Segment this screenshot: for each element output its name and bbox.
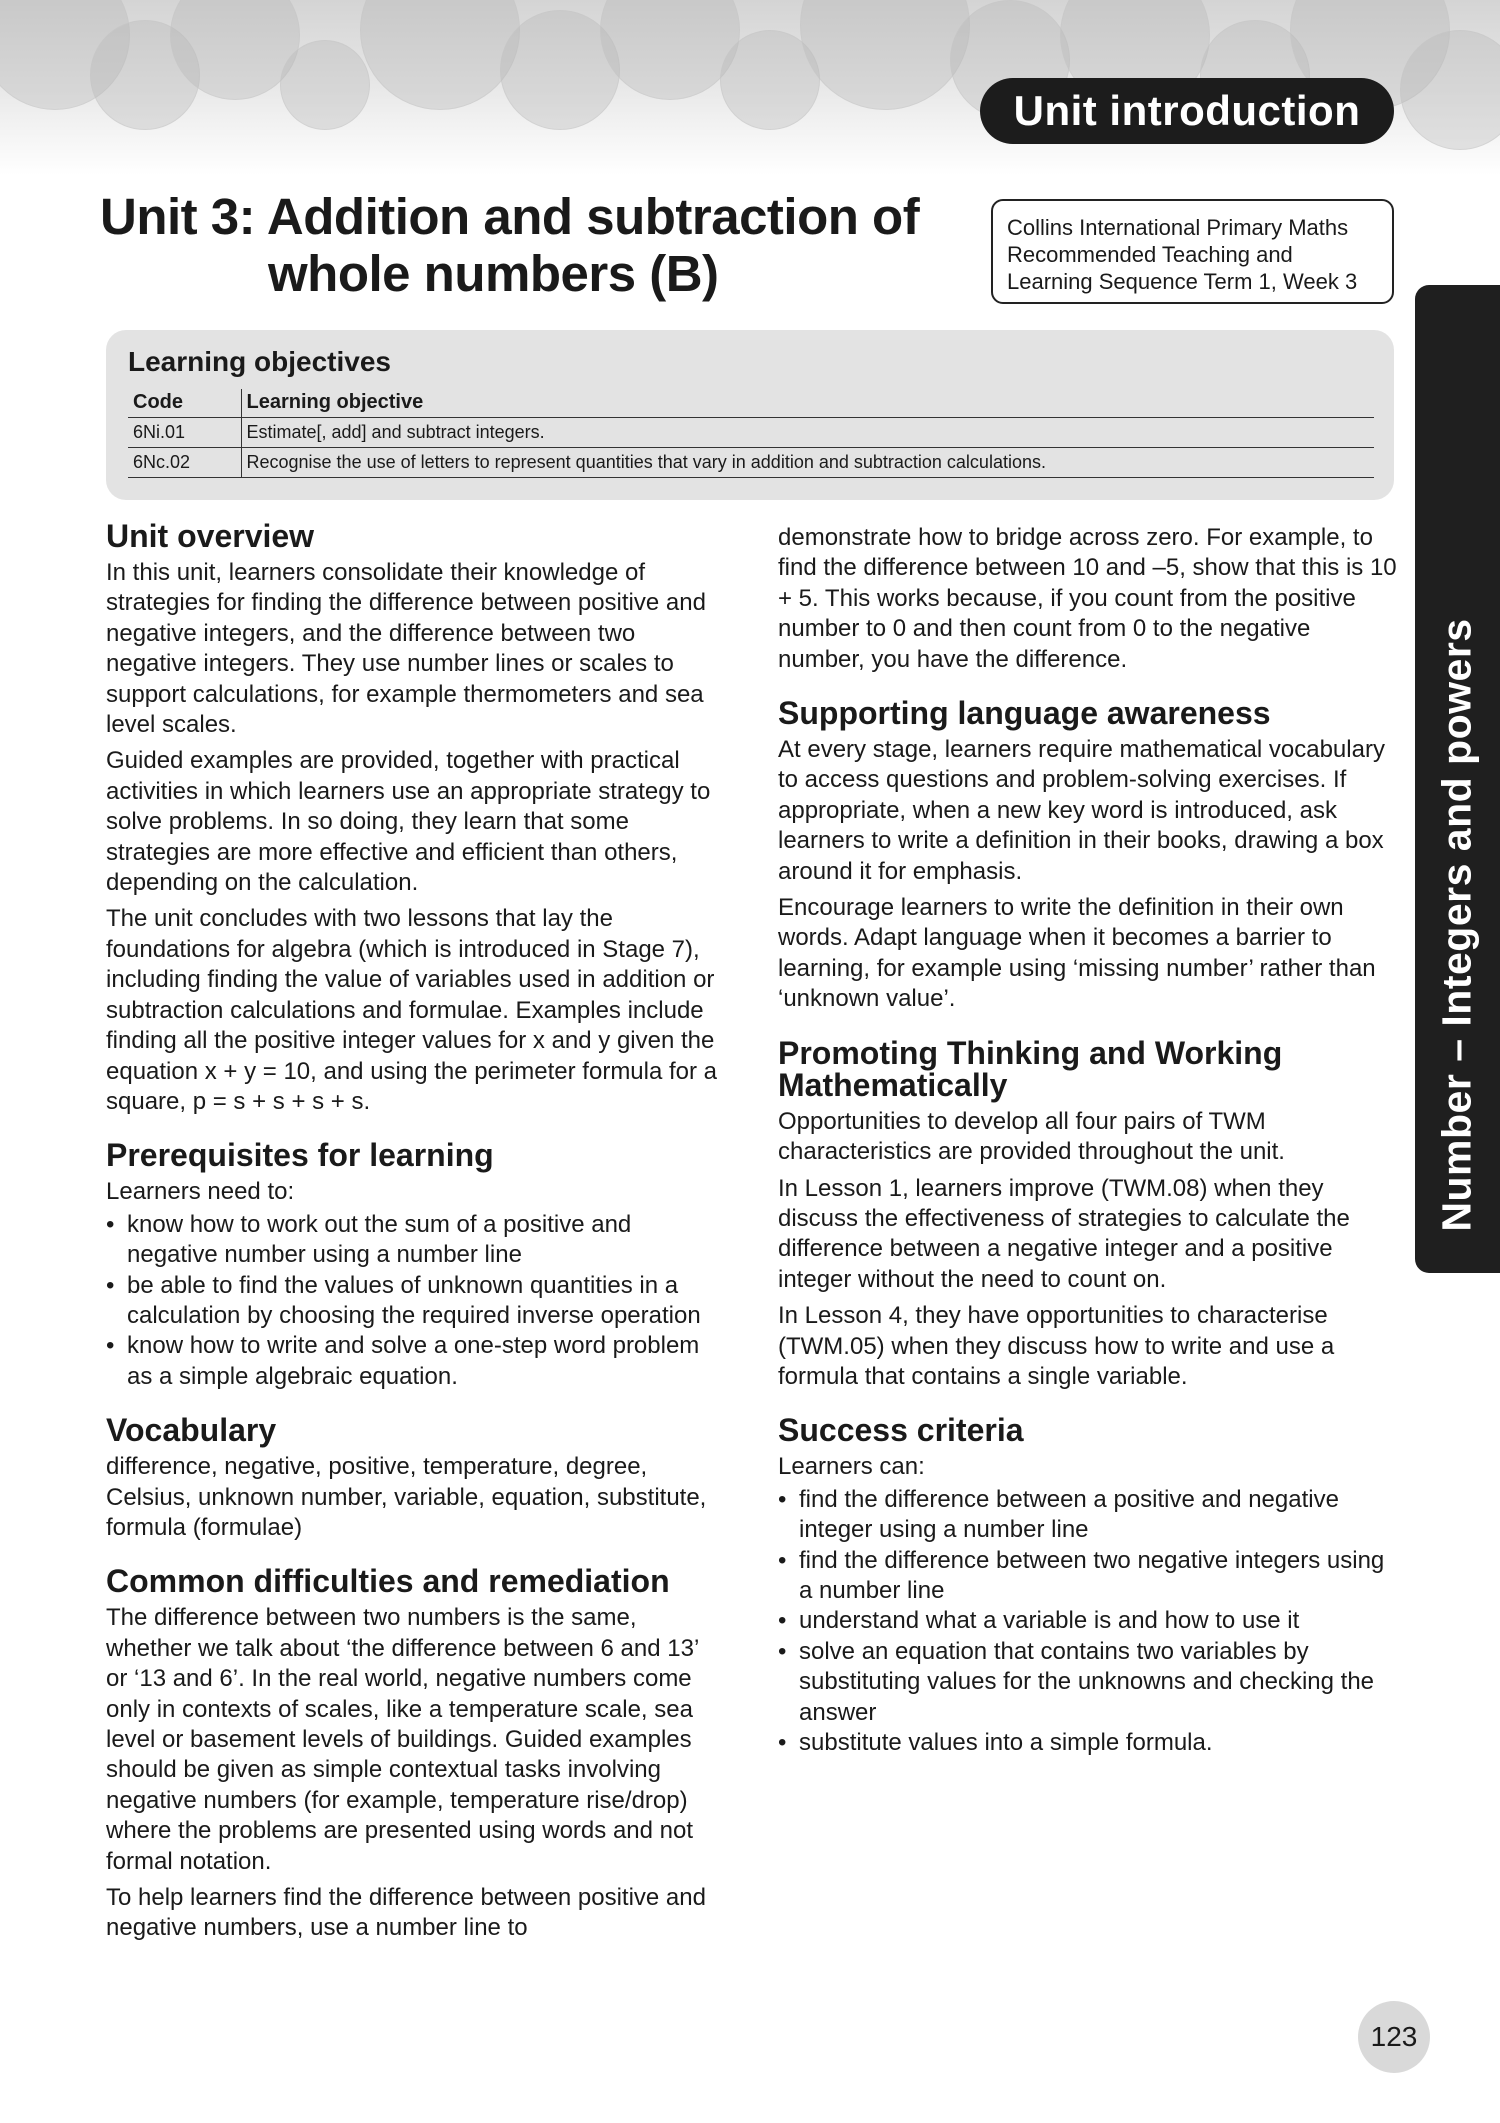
table-row bbox=[128, 447, 1374, 477]
sequence-line: Collins International Primary Maths bbox=[1007, 215, 1349, 240]
learning-objectives-panel bbox=[106, 330, 1394, 500]
success-criteria-section bbox=[778, 1414, 1398, 1758]
sequence-line: Learning Sequence Term 1, Week 3 bbox=[1007, 269, 1358, 294]
language-awareness-section bbox=[778, 697, 1398, 1015]
paragraph-continuation: demonstrate how to bridge across zero. For example, to find the difference between 10 and –5, show that this is 10 + 5. This works because, if you count from the positive number to 0 and then count from 0 to the negative number, you have the difference. bbox=[778, 524, 1397, 673]
vocabulary-section bbox=[106, 1414, 726, 1543]
common-difficulties-section bbox=[106, 1565, 726, 1943]
unit-overview-section bbox=[106, 520, 726, 1117]
paragraph: difference, negative, positive, temperature, degree, Celsius, unknown number, variable, equation, substitute, formula (formulae) bbox=[106, 1453, 707, 1541]
section-heading: Unit overview bbox=[106, 518, 315, 554]
list-item: • be able to find the values of unknown quantities in a calculation by choosing the required inverse operation bbox=[106, 1271, 726, 1332]
unit-introduction-badge: Unit introduction bbox=[980, 78, 1394, 144]
decorative-circle bbox=[360, 0, 520, 110]
table-header-row bbox=[128, 389, 1374, 417]
paragraph: In this unit, learners consolidate their knowledge of strategies for finding the difference between positive and negative integers, and the difference between two negative integers. They use number lines or scales to support calculations, for example thermometers and sea level scales. bbox=[106, 559, 706, 739]
bullet-list bbox=[106, 1210, 726, 1392]
page-number: 123 bbox=[1358, 2001, 1430, 2073]
objective-text: Recognise the use of letters to represent quantities that vary in addition and subtraction calculations. bbox=[241, 447, 1374, 477]
column-header-objective: Learning objective bbox=[241, 389, 1374, 417]
list-item: • substitute values into a simple formula. bbox=[778, 1728, 1398, 1758]
page-title bbox=[100, 188, 960, 302]
section-heading: Prerequisites for learning bbox=[106, 1137, 494, 1174]
column-header-code: Code bbox=[128, 389, 241, 417]
list-item: • find the difference between two negative integers using a number line bbox=[778, 1546, 1398, 1607]
paragraph: To help learners find the difference between positive and negative numbers, use a number line to bbox=[106, 1884, 706, 1942]
table-row bbox=[128, 417, 1374, 447]
objective-text: Estimate[, add] and subtract integers. bbox=[241, 417, 1374, 447]
title-line-1: Unit 3: Addition and subtraction of bbox=[100, 188, 920, 245]
learning-objectives-table bbox=[128, 389, 1374, 478]
title-line-2: whole numbers (B) bbox=[268, 245, 719, 302]
intro-text: Learners need to: bbox=[106, 1178, 295, 1206]
bullet-list bbox=[778, 1485, 1398, 1759]
section-heading: Common difficulties and remediation bbox=[106, 1563, 670, 1600]
list-item: • solve an equation that contains two variables by substituting values for the unknowns and checking the answer bbox=[778, 1637, 1398, 1728]
paragraph: In Lesson 1, learners improve (TWM.08) when they discuss the effectiveness of strategies to calculate the difference between a negative integer and a positive integer without the need to count on. bbox=[778, 1174, 1350, 1293]
side-tab-label: Number – Integers and powers bbox=[1433, 618, 1480, 1232]
paragraph: The unit concludes with two lessons that lay the foundations for algebra (which is introduced in Stage 7), including finding the value of variables used in addition or subtraction calculations and formulae. Examples include finding all the positive integer values for x and y given the equation x + y = 10, and using the perimeter formula for a square, p = s + s + s + s. bbox=[106, 905, 718, 1115]
paragraph: Guided examples are provided, together with practical activities in which learners use an appropriate strategy to solve problems. In so doing, they learn that some strategies are more effective and efficient than others, depending on the calculation. bbox=[106, 747, 711, 897]
section-heading: Success criteria bbox=[778, 1412, 1024, 1449]
teaching-sequence-box bbox=[991, 199, 1394, 304]
sequence-line: Recommended Teaching and bbox=[1007, 242, 1293, 267]
decorative-circle bbox=[280, 40, 370, 130]
paragraph: At every stage, learners require mathematical vocabulary to access questions and problem-solving exercises. If appropriate, when a new key word is introduced, ask learners to write a definition in their books, drawing a box around it for emphasis. bbox=[778, 736, 1385, 885]
list-item: • know how to write and solve a one-step word problem as a simple algebraic equation. bbox=[106, 1331, 726, 1392]
twm-section bbox=[778, 1034, 1398, 1393]
learning-objectives-heading: Learning objectives bbox=[128, 346, 391, 377]
prerequisites-section bbox=[106, 1139, 726, 1392]
list-item: • understand what a variable is and how to use it bbox=[778, 1606, 1398, 1636]
paragraph: Opportunities to develop all four pairs of TWM characteristics are provided throughout the unit. bbox=[778, 1107, 1285, 1166]
right-column bbox=[778, 523, 1398, 1758]
paragraph: Encourage learners to write the definition in their own words. Adapt language when it becomes a barrier to learning, for example using ‘missing number’ rather than ‘unknown value’. bbox=[778, 894, 1376, 1013]
left-column bbox=[106, 520, 726, 1950]
list-item: • find the difference between a positive and negative integer using a number line bbox=[778, 1485, 1398, 1546]
objective-code: 6Nc.02 bbox=[128, 447, 241, 477]
list-item: • know how to work out the sum of a positive and negative number using a number line bbox=[106, 1210, 726, 1271]
section-heading: Vocabulary bbox=[106, 1412, 277, 1449]
section-heading: Promoting Thinking and Working Mathematically bbox=[778, 1034, 1283, 1103]
intro-text: Learners can: bbox=[778, 1453, 925, 1481]
section-side-tab bbox=[1415, 285, 1500, 1273]
decorative-circle bbox=[800, 0, 970, 110]
paragraph: The difference between two numbers is the same, whether we talk about ‘the difference between 6 and 13’ or ‘13 and 6’. In the real world, negative numbers come only in contexts of scales, like a temperature scale, sea level or basement levels of buildings. Guided examples should be given as simple contextual tasks involving negative numbers (for example, temperature rise/drop) where the problems are presented using words and not formal notation. bbox=[106, 1604, 699, 1875]
objective-code: 6Ni.01 bbox=[128, 417, 241, 447]
paragraph: In Lesson 4, they have opportunities to characterise (TWM.05) when they discuss how to write and use a formula that contains a single variable. bbox=[778, 1302, 1335, 1390]
decorative-circle bbox=[600, 0, 740, 100]
section-heading: Supporting language awareness bbox=[778, 695, 1271, 732]
